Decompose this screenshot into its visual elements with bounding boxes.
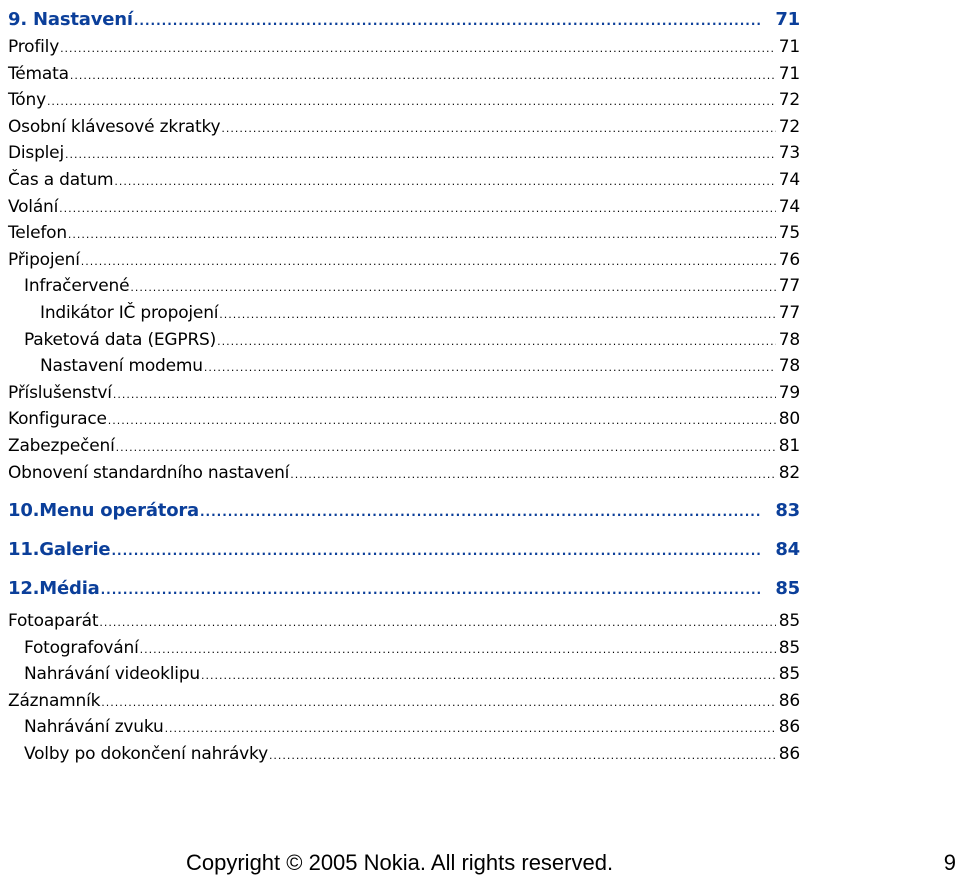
dot-leader [204,355,776,382]
toc-page-number: 80 [778,409,800,430]
dot-leader [269,743,776,770]
toc-entry[interactable] [8,380,800,407]
toc-page-number: 86 [778,717,800,738]
dot-leader [111,537,762,565]
toc-page-number: 82 [778,462,800,483]
dot-leader [113,382,776,409]
toc-entry-label: Telefon [8,223,67,244]
toc-entry-label: Volby po dokončení nahrávky [24,744,268,765]
toc-entry[interactable] [8,114,800,141]
toc-entry[interactable] [8,406,800,433]
toc-entry-label: Infračervené [24,276,130,297]
toc-page-number: 71 [778,63,800,84]
toc-entry-label: Fotoaparát [8,611,99,632]
toc-entry[interactable] [8,635,800,662]
dot-leader [290,462,776,489]
toc-entry-label: Obnovení standardního nastavení [8,462,290,483]
toc-entry[interactable] [8,220,800,247]
dot-leader [116,435,776,462]
toc-entry[interactable] [8,167,800,194]
toc-entry[interactable] [8,353,800,380]
toc-page-number: 83 [775,500,800,522]
toc-entry[interactable] [8,714,800,741]
dot-leader [59,196,776,223]
toc-entry-label: Displej [8,143,64,164]
dot-leader [70,63,776,90]
toc-page-number: 78 [778,329,800,350]
dot-leader [81,249,776,276]
toc-entry-label: 9. Nastavení [8,9,133,30]
toc-entry-label: Záznamník [8,690,101,711]
dot-leader [108,408,776,435]
toc-entry[interactable] [8,688,800,715]
toc-entry[interactable] [8,194,800,221]
toc-page-number: 81 [778,435,800,456]
toc-page-number: 85 [778,611,800,632]
dot-leader [134,7,763,35]
toc-entry-label: Připojení [8,249,80,270]
toc-page-number: 71 [778,37,800,57]
toc-entry-label: Volání [8,196,59,217]
copyright-notice: Copyright © 2005 Nokia. All rights reserved. [186,850,614,875]
dot-leader [201,663,776,690]
toc-entry-label: Indikátor IČ propojení [40,302,219,323]
dot-leader [165,716,776,743]
dot-leader [217,329,776,356]
toc-page-number: 85 [778,664,800,685]
toc-entry-label: Čas a datum [8,169,114,190]
page-number: 9 [943,850,956,875]
toc-entry-label: 12.Média [8,578,100,600]
dot-leader [219,302,775,329]
toc-entry[interactable] [8,34,800,61]
toc-entry[interactable] [8,661,800,688]
toc-page-number: 75 [778,223,800,244]
toc-chapter-entry[interactable] [8,575,800,603]
dot-leader [99,610,775,637]
dot-leader [60,36,776,63]
toc-entry-label: Nastavení modemu [40,356,203,377]
toc-page-number: 86 [778,690,800,711]
dot-leader [140,637,776,664]
toc-page-number: 72 [778,116,800,137]
toc-entry[interactable] [8,433,800,460]
toc-entry[interactable] [8,741,800,768]
toc-entry-label: Osobní klávesové zkratky [8,116,221,137]
toc-entry-label: Fotografování [24,637,139,658]
toc-page-number: 85 [778,637,800,658]
toc-entry-label: Příslušenství [8,382,112,403]
toc-entry[interactable] [8,247,800,274]
dot-leader [130,275,775,302]
toc-page-number: 73 [778,143,800,164]
toc-page-number: 86 [778,744,800,765]
toc-entry[interactable] [8,327,800,354]
toc-page-number: 77 [778,276,800,297]
toc-page-number: 76 [778,249,800,270]
toc-page-number: 77 [778,302,800,323]
toc-page-number: 74 [778,169,800,190]
dot-leader [47,89,776,116]
dot-leader [68,222,776,249]
toc-entry-label: 11.Galerie [8,539,111,561]
toc-entry-label: Témata [8,63,69,84]
toc-chapter-entry[interactable] [8,497,800,525]
toc-page-number: 71 [775,9,800,30]
dot-leader [65,142,776,169]
toc-entry[interactable] [8,273,800,300]
toc-entry-label: 10.Menu operátora [8,500,199,522]
dot-leader [114,169,775,196]
toc-entry-label: Zabezpečení [8,435,115,456]
dot-leader [221,116,775,143]
table-of-contents [8,6,800,768]
toc-entry[interactable] [8,87,800,114]
toc-chapter-entry[interactable] [8,6,800,34]
toc-entry[interactable] [8,140,800,167]
dot-leader [101,576,763,604]
toc-entry-label: Nahrávání zvuku [24,717,164,738]
toc-chapter-entry[interactable] [8,536,800,564]
toc-entry-label: Nahrávání videoklipu [24,664,200,685]
dot-leader [101,690,775,717]
toc-page-number: 78 [778,356,800,377]
toc-page-number: 74 [778,196,800,217]
toc-entry[interactable] [8,608,800,635]
toc-entry-label: Profily [8,37,60,57]
toc-entry-label: Tóny [8,90,46,111]
toc-page-number: 85 [775,578,800,600]
toc-entry[interactable] [8,300,800,327]
toc-entry-label: Paketová data (EGPRS) [24,329,217,350]
toc-entry[interactable] [8,61,800,88]
page-footer [0,850,960,882]
toc-page-number: 72 [778,90,800,111]
toc-page-number: 84 [775,539,800,561]
toc-page-number: 79 [778,382,800,403]
toc-entry-label: Konfigurace [8,409,107,430]
dot-leader [200,498,762,526]
toc-entry[interactable] [8,460,800,487]
